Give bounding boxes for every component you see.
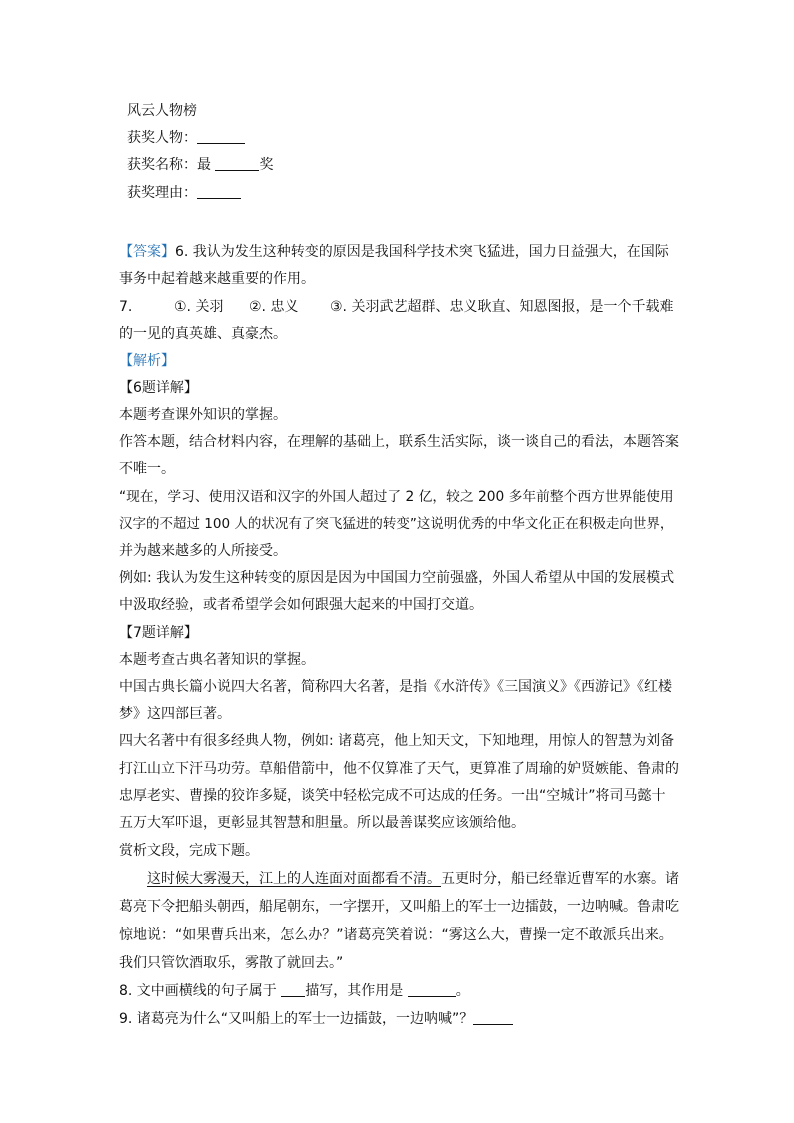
question-8-blank-1	[281, 982, 305, 997]
q7-para-3-line-1: 四大名著中有很多经典人物，例如: 诸葛亮，他上知天文，下知地理，用惊人的智慧为刘备	[119, 733, 675, 749]
answer-7-option-1: ①. 关羽	[174, 299, 224, 315]
q7-para-2-line-2: 梦》这四部巨著。	[119, 706, 231, 722]
award-person-row	[127, 128, 245, 148]
award-reason-label: 获奖理由：	[127, 185, 197, 201]
answer-7-line-2: 的一见的真英雄、真豪杰。	[119, 326, 287, 342]
answer-6-line-2: 事务中起着越来越重要的作用。	[119, 271, 315, 287]
q6-para-3-line-3: 并为越来越多的人所接受。	[119, 543, 287, 559]
answer-line-1	[119, 242, 669, 262]
question-8-part-b: 描写，其作用是	[305, 983, 404, 999]
q6-para-2-line-2: 不唯一。	[119, 461, 175, 477]
analysis-tag: 【解析】	[119, 353, 175, 369]
q7-para-1: 本题考查古典名著知识的掌握。	[119, 652, 315, 668]
answer-tag: 【答案】	[119, 244, 175, 260]
answer-7-num: 7.	[119, 299, 133, 315]
q7-para-3-line-3: 忠厚老实、曹操的狡诈多疑，谈笑中轻松完成不可达成的任务。一出“空城计”将司马懿十	[119, 788, 666, 804]
passage-line-1-rest: 五更时分，船已经靠近曹军的水寨。诸	[441, 871, 679, 887]
award-reason-row	[127, 183, 241, 203]
question-8	[119, 981, 470, 1001]
reading-intro: 赏析文段，完成下题。	[119, 843, 259, 859]
q6-para-4-line-2: 中汲取经验，或者希望学会如何跟强大起来的中国打交道。	[119, 597, 483, 613]
q6-para-2-line-1: 作答本题，结合材料内容，在理解的基础上，联系生活实际，谈一谈自己的看法，本题答案	[119, 434, 679, 450]
underlined-sentence: 这时候大雾漫天，江上的人连面对面都看不清。	[147, 871, 441, 887]
award-title: 风云人物榜	[127, 103, 197, 119]
q7-para-3-line-4: 五万大军吓退，更彰显其智慧和胆量。所以最善谋奖应该颁给他。	[119, 815, 525, 831]
q6-para-3-line-1: “现在，学习、使用汉语和汉字的外国人超过了 2 亿，较之 200 多年前整个西方世界能使用	[119, 489, 674, 505]
question-9-blank	[473, 1010, 513, 1025]
award-name-label: 获奖名称：最	[127, 157, 211, 173]
answer-7-line-1	[119, 297, 132, 317]
answer-6-line-1: 6. 我认为发生这种转变的原因是我国科学技术突飞猛进，国力日益强大，在国际	[175, 244, 669, 260]
award-name-suffix: 奖	[259, 157, 274, 173]
passage-line-1	[147, 869, 679, 889]
question-9	[119, 1009, 513, 1029]
question-8-blank-2	[408, 982, 456, 997]
q6-para-1: 本题考查课外知识的掌握。	[119, 407, 287, 423]
q7-heading: 【7题详解】	[119, 625, 198, 641]
q6-heading: 【6题详解】	[119, 380, 198, 396]
passage-line-4: 我们只管饮酒取乐，雾散了就回去。”	[119, 955, 344, 971]
award-reason-blank	[197, 184, 241, 199]
award-name-row	[127, 155, 273, 175]
answer-7-option-2: ②. 忠义	[249, 299, 299, 315]
question-9-text: 9. 诸葛亮为什么“又叫船上的军士一边擂鼓，一边呐喊”？	[119, 1011, 474, 1027]
q6-para-3-line-2: 汉字的不超过 100 人的状况有了突飞猛进的转变”这说明优秀的中华文化正在积极走向世界，	[119, 516, 674, 532]
q7-para-2-line-1: 中国古典长篇小说四大名著，简称四大名著，是指《水浒传》《三国演义》《西游记》《红楼	[119, 679, 672, 695]
question-8-end: 。	[455, 983, 470, 999]
q6-para-4-line-1: 例如: 我认为发生这种转变的原因是因为中国国力空前强盛，外国人希望从中国的发展模式	[119, 570, 675, 586]
award-person-label: 获奖人物：	[127, 130, 197, 146]
award-person-blank	[197, 129, 245, 144]
q7-para-3-line-2: 打江山立下汗马功劳。草船借箭中，他不仅算准了天气，更算准了周瑜的妒贤嫉能、鲁肃的	[119, 761, 679, 777]
answer-7-option-3: ③. 关羽武艺超群、忠义耿直、知恩图报，是一个千载难	[330, 299, 674, 315]
passage-line-3: 惊地说：“如果曹兵出来，怎么办？”诸葛亮笑着说：“雾这么大，曹操一定不敢派兵出来。	[119, 927, 673, 943]
question-8-part-a: 8. 文中画横线的句子属于	[119, 983, 277, 999]
passage-line-2: 葛亮下令把船头朝西，船尾朝东，一字摆开，又叫船上的军士一边擂鼓，一边呐喊。鲁肃吃	[119, 899, 679, 915]
award-name-blank	[215, 156, 259, 171]
